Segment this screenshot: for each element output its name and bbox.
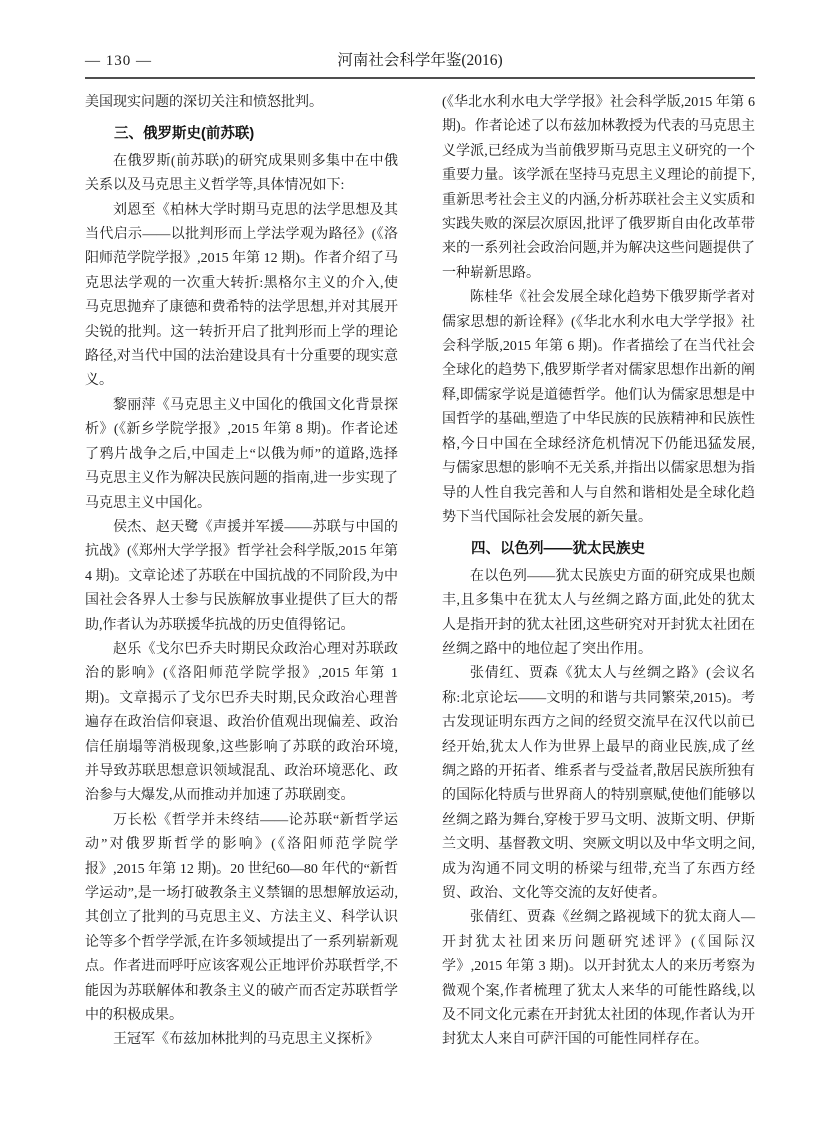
page-number: — 130 — — [85, 53, 152, 69]
paragraph-continuation: 美国现实问题的深切关注和愤怒批判。 — [85, 95, 323, 110]
paragraph: 张倩红、贾森《犹太人与丝绸之路》(会议名称:北京论坛——文明的和谐与共同繁荣,2015)。考古发现证明东西方之间的经贸交流早在汉代以前已经开始,犹太人作为世界上最早的商业民族,成了丝绸之路的开拓者、维系者与受益者,散居民族所独有的国际化特质与世界商人的特别禀赋,使他们能够以丝绸之路为舞台,穿梭于罗马文明、波斯文明、伊斯兰文明、基督教文明、突厥文明以及中华文明之间,成为沟通不同文明的桥梁与纽带,充当了东西方经贸、政治、文化等交流的友好使者。 — [442, 666, 755, 901]
two-column-body — [85, 91, 755, 1053]
running-head-title: 河南社会科学年鉴(2016) — [337, 52, 503, 69]
paragraph: 张倩红、贾森《丝绸之路视域下的犹太商人—开封犹太社团来历问题研究述评》(《国际汉学》,2015 年第 3 期)。以开封犹太人的来历考察为微观个案,作者梳理了犹太人来华的可能性路线,以及不同文化元素在开封犹太社团的体现,作者认为开封犹太人来自可萨汗国的可能性同样存在。 — [442, 910, 755, 1048]
paragraph: 黎丽萍《马克思主义中国化的俄国文化背景探析》(《新乡学院学报》,2015 年第 8 期)。作者论述了鸦片战争之后,中国走上“以俄为师”的道路,选择马克思主义作为解决民族问题的指南,进一步实现了马克思主义中国化。 — [85, 397, 398, 511]
paragraph: 王冠军《布兹加林批判的马克思主义探析》 — [113, 1032, 379, 1048]
paragraph: 赵乐《戈尔巴乔夫时期民众政治心理对苏联政治的影响》(《洛阳师范学院学报》,2015 年第 1 期)。文章揭示了戈尔巴乔夫时期,民众政治心理普遍存在政治信仰衰退、政治价值观出现偏差、政治信任崩塌等消极现象,这些影响了苏联的政治环境,并导致苏联思想意识领域混乱、政治环境恶化、政治参与大爆发,从而推动并加速了苏联剧变。 — [85, 641, 398, 804]
paragraph: 侯杰、赵天鹭《声援并军援——苏联与中国的抗战》(《郑州大学学报》哲学社会科学版,2015 年第 4 期)。文章论述了苏联在中国抗战的不同阶段,为中国社会各界人士参与民族解放事业提供了巨大的帮助,作者认为苏联援华抗战的历史值得铭记。 — [85, 519, 398, 633]
right-column — [442, 91, 755, 1053]
paragraph: 在以色列——犹太民族史方面的研究成果也颇丰,且多集中在犹太人与丝绸之路方面,此处的犹太人是指开封的犹太社团,这些研究对开封犹太社团在丝绸之路中的地位起了突出作用。 — [442, 568, 755, 657]
section-heading-israel: 四、以色列——犹太民族史 — [471, 541, 645, 558]
paragraph: 在俄罗斯(前苏联)的研究成果则多集中在中俄关系以及马克思主义哲学等,具体情况如下: — [85, 153, 398, 194]
paragraph: 陈桂华《社会发展全球化趋势下俄罗斯学者对儒家思想的新诠释》(《华北水利水电大学学报》社会科学版,2015 年第 6 期)。作者描绘了在当代社会全球化的趋势下,俄罗斯学者对儒家思想作出新的阐释,即儒家学说是道德哲学。他们认为儒家思想是中国哲学的基础,塑造了中华民族的民族精神和民族性格,今日中国在全球经济危机情况下仍能迅猛发展,与儒家思想的影响不无关系,并指出以儒家思想为指导的人性自我完善和人与自然和谐相处是全球化趋势下当代国际社会发展的新矢量。 — [442, 290, 755, 525]
page-header — [85, 0, 755, 79]
left-column — [85, 91, 398, 1053]
paragraph: 万长松《哲学并未终结——论苏联“新哲学运动”对俄罗斯哲学的影响》(《洛阳师范学院学报》,2015 年第 12 期)。20 世纪60—80 年代的“新哲学运动”,是一场打破教条主义禁锢的思想解放运动,其创立了批判的马克思主义、方法主义、科学认识论等多个哲学学派,在许多领域提出了一系列崭新观点。作者进而呼吁应该客观公正地评价苏联哲学,不能因为苏联解体和教条主义的破产而否定苏联哲学中的积极成果。 — [85, 812, 398, 1024]
paragraph-continuation: (《华北水利水电大学学报》社会科学版,2015 年第 6 期)。作者论述了以布兹加林教授为代表的马克思主义学派,已经成为当前俄罗斯马克思主义研究的一个重要力量。该学派在坚持马克思主义理论的前提下,重新思考社会主义的内涵,分析苏联社会主义实质和实践失败的深层次原因,批评了俄罗斯自由化改革带来的一系列社会政治问题,并为解决这些问题提供了一种崭新思路。 — [442, 95, 755, 281]
section-heading-russia: 三、俄罗斯史(前苏联) — [114, 126, 255, 143]
paragraph: 刘恩至《柏林大学时期马克思的法学思想及其当代启示——以批判形而上学法学观为路径》(《洛阳师范学院学报》,2015 年第 12 期)。作者介绍了马克思法学观的一次重大转折:黑格尔主义的介入,使马克思抛弃了康德和费希特的法学思想,并对其展开尖锐的批判。这一转折开启了批判形而上学的理论路径,对当代中国的法治建设具有十分重要的现实意义。 — [85, 202, 398, 389]
